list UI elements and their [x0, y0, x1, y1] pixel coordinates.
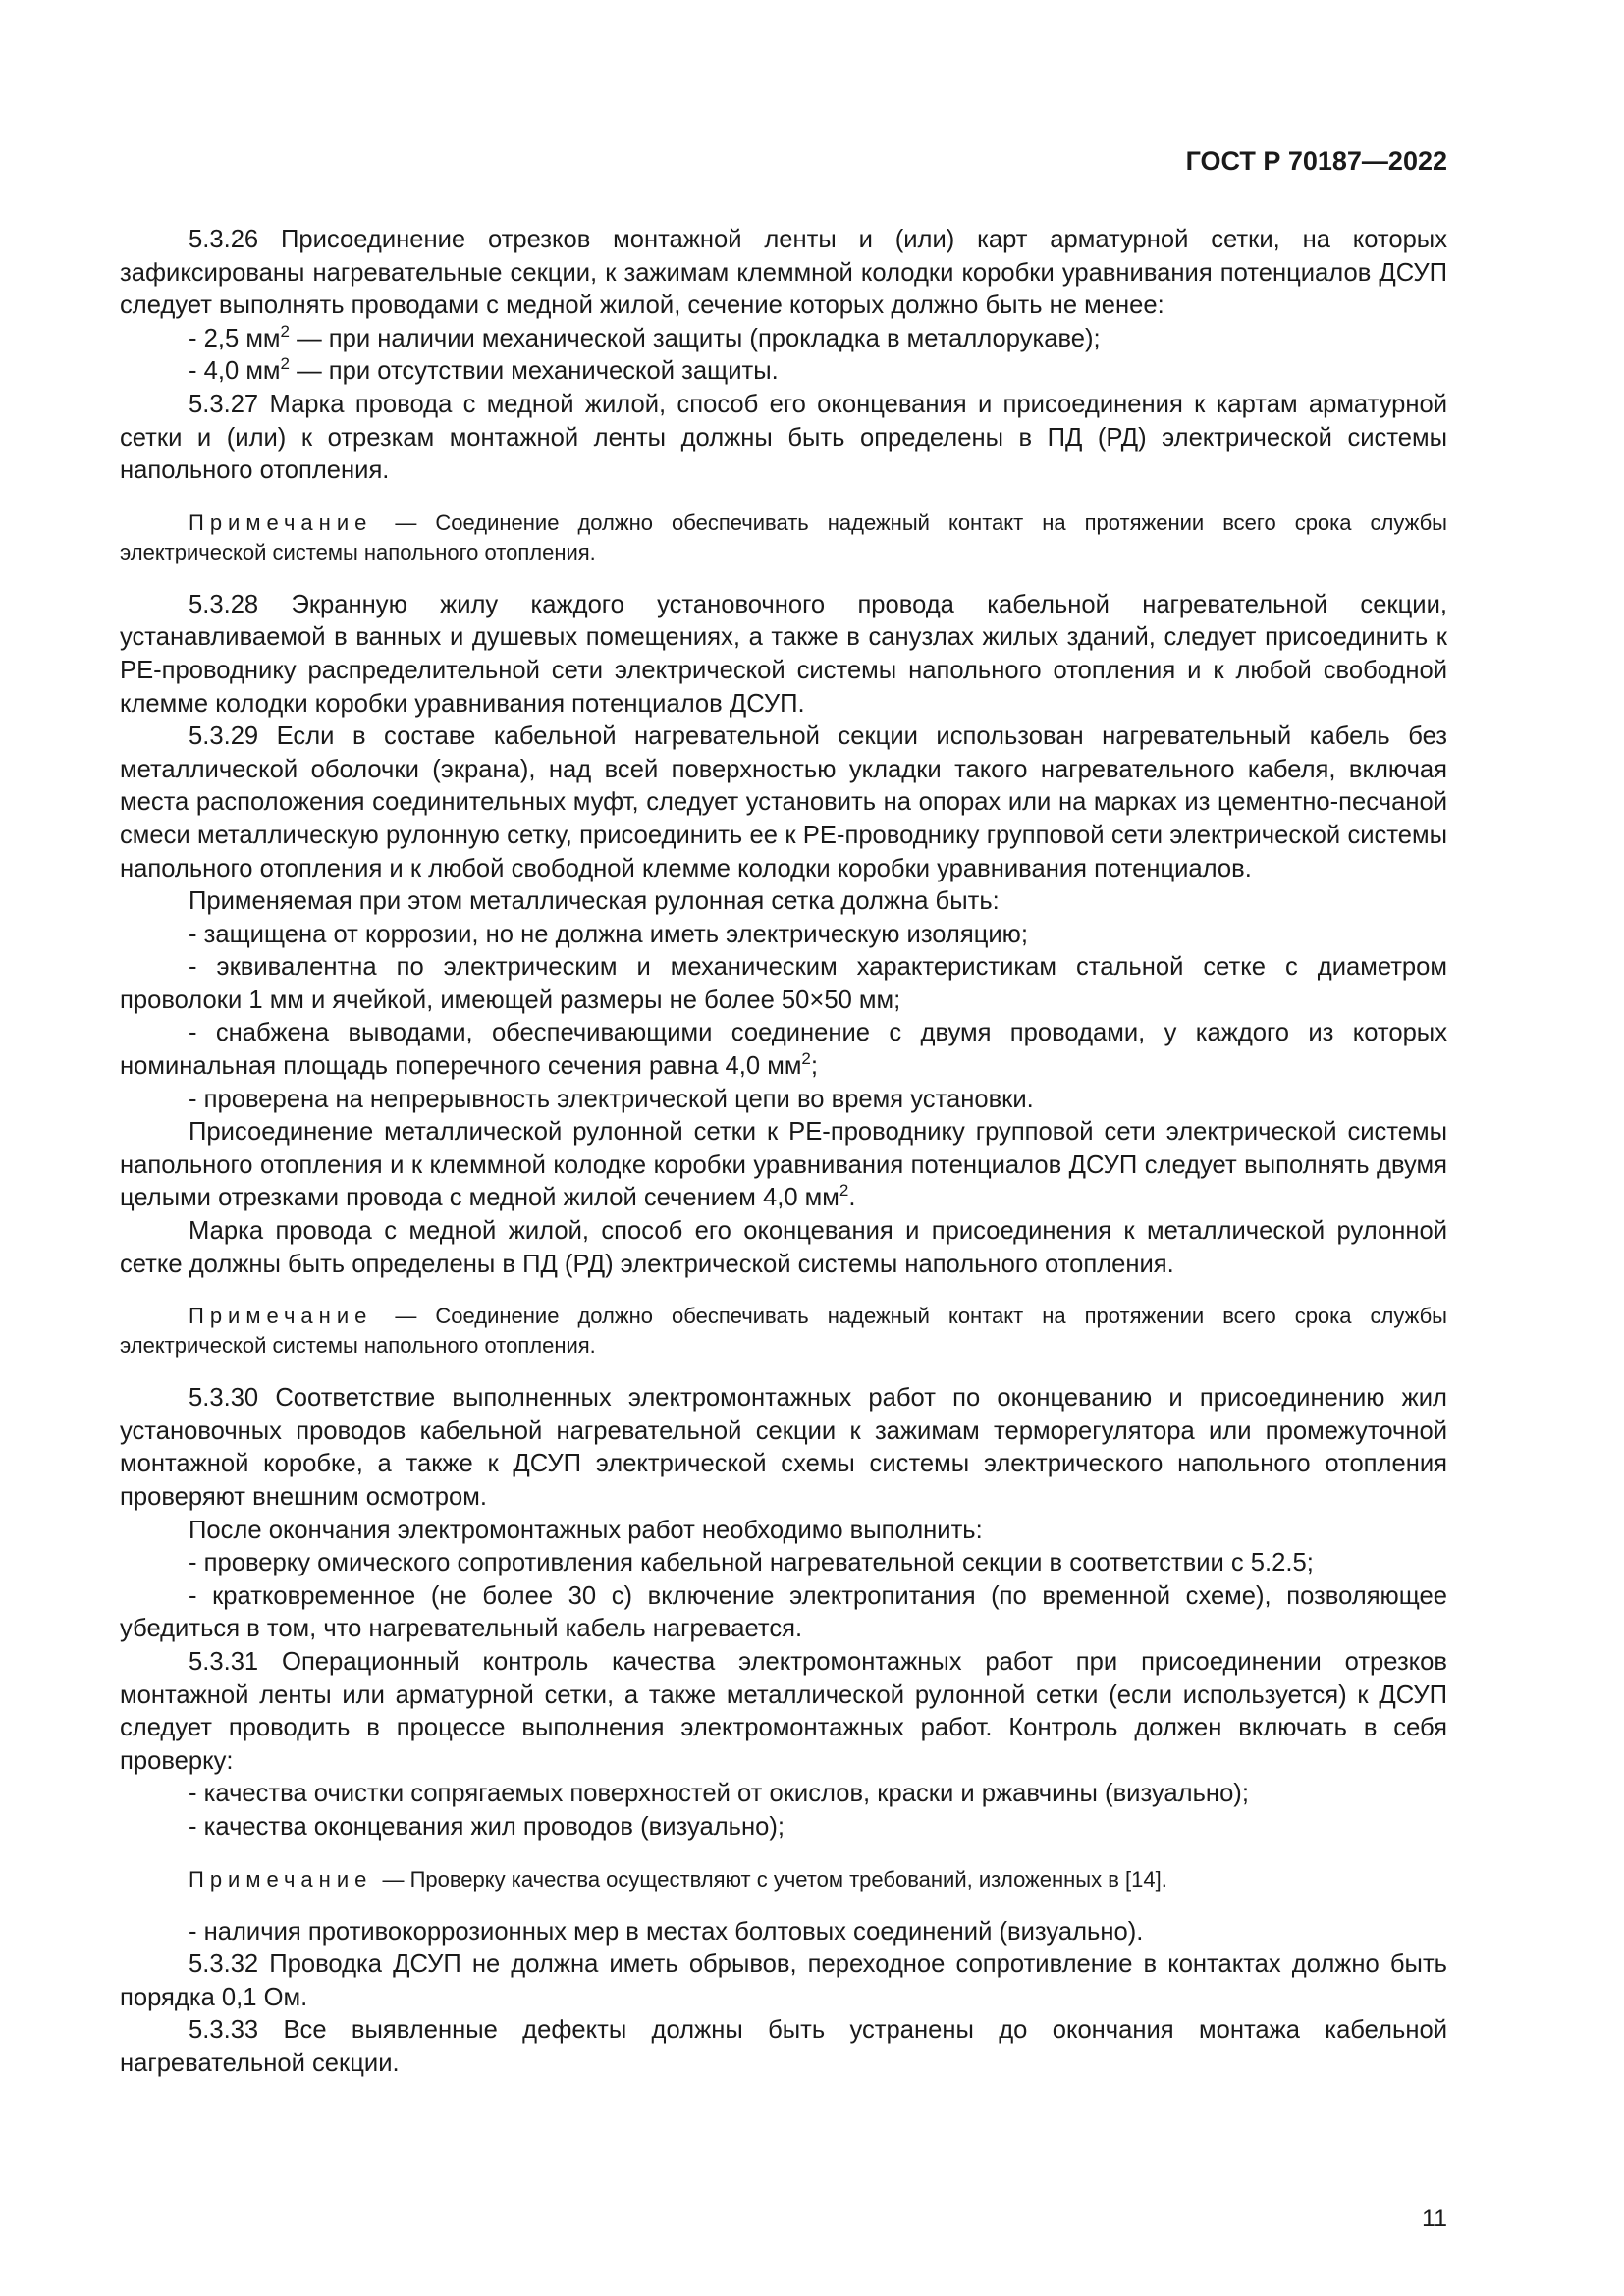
note-text: — Проверку качества осуществляют с учетом требований, изложенных в [14]. — [376, 1866, 1167, 1892]
list-item: - эквивалентна по электрическим и механическим характеристикам стальной сетке с диаметром проволоки 1 мм и ячейкой, имеющей размеры не более 50×50 мм; — [120, 953, 1447, 1014]
note-text: — Соединение должно обеспечивать надежный контакт на протяжении всего срока службы электрической системы напольного отопления. — [120, 1304, 1447, 1359]
clause-5-3-28: 5.3.28 Экранную жилу каждого установочного провода кабельной нагревательной секции, устанавливаемой в ванных и душевых помещениях, а также в санузлах жилых зданий, следует присоединить к РЕ-проводнику распределительной сети электрической системы напольного отопления и к любой свободной клемме колодки коробки уравнивания потенциалов ДСУП. — [120, 590, 1447, 718]
list-item-text: - 4,0 мм — [189, 357, 281, 386]
paragraph-text: Присоединение металлической рулонной сетки к РЕ-проводнику групповой сети электрической системы напольного отопления и к клеммной колодке коробки уравнивания потенциалов ДСУП следует выполнять двумя целыми отрезками провода с медной жилой сечением 4,0 мм — [120, 1118, 1447, 1212]
paragraph: После окончания электромонтажных работ необходимо выполнить: — [189, 1516, 983, 1544]
list-item: - качества оконцевания жил проводов (визуально); — [189, 1812, 785, 1841]
note — [120, 508, 1447, 567]
list-item-text: — при отсутствии механической защиты. — [289, 357, 779, 386]
list-item: - качества очистки сопрягаемых поверхностей от окислов, краски и ржавчины (визуально); — [189, 1780, 1249, 1808]
list-item: - кратковременное (не более 30 с) включение электропитания (по временной схеме), позволяющее убедиться в том, что нагревательный кабель нагревается. — [120, 1581, 1447, 1643]
superscript: 2 — [801, 1049, 811, 1069]
list-item-text: — при наличии механической защиты (прокладка в металлорукаве); — [289, 324, 1101, 352]
clause-5-3-29: 5.3.29 Если в составе кабельной нагревательной секции использован нагревательный кабель без металлической оболочки (экрана), над всей поверхностью укладки такого нагревательного кабеля, включая места расположения соединительных муфт, следует установить на опорах или на марках из цементно-песчаной смеси металлическую рулонную сетку, присоединить ее к РЕ-проводнику групповой сети электрической системы напольного отопления и к любой свободной клемме колодки коробки уравнивания потенциалов. — [120, 722, 1447, 882]
list-item: - проверку омического сопротивления кабельной нагревательной секции в соответствии с 5.2.5; — [189, 1549, 1314, 1577]
note-label: Примечание — [189, 509, 373, 535]
superscript: 2 — [280, 321, 290, 341]
document-body — [120, 224, 1447, 2081]
list-item: - проверена на непрерывность электрической цепи во время установки. — [189, 1085, 1034, 1113]
list-item: - наличия противокоррозионных мер в местах болтовых соединений (визуально). — [189, 1917, 1144, 1946]
list-item — [120, 1017, 1447, 1083]
list-item: - защищена от коррозии, но не должна иметь электрическую изоляцию; — [189, 920, 1028, 948]
paragraph: Марка провода с медной жилой, способ его оконцевания и присоединения к металлической рулонной сетке должны быть определены в ПД (РД) электрической системы напольного отопления. — [120, 1217, 1447, 1278]
paragraph-text: . — [848, 1184, 856, 1212]
note-label: Примечание — [189, 1866, 373, 1892]
clause-5-3-32: 5.3.32 Проводка ДСУП не должна иметь обрывов, переходное сопротивление в контактах должно быть порядка 0,1 Ом. — [120, 1950, 1447, 2011]
superscript: 2 — [839, 1181, 849, 1201]
list-item — [120, 355, 1447, 389]
clause-5-3-33: 5.3.33 Все выявленные дефекты должны быть устранены до окончания монтажа кабельной нагревательной секции. — [120, 2016, 1447, 2077]
page-number: 11 — [1422, 2205, 1447, 2232]
document-header: ГОСТ Р 70187—2022 — [1185, 146, 1447, 176]
list-item-text: - 2,5 мм — [189, 324, 281, 352]
list-item-text: - снабжена выводами, обеспечивающими соединение с двумя проводами, у каждого из которых номинальная площадь поперечного сечения равна 4,0 мм — [120, 1019, 1447, 1081]
note — [120, 1865, 1447, 1895]
superscript: 2 — [280, 354, 290, 374]
clause-5-3-27: 5.3.27 Марка провода с медной жилой, способ его оконцевания и присоединения к картам арматурной сетки и (или) к отрезкам монтажной ленты должны быть определены в ПД (РД) электрической системы напольного отопления. — [120, 390, 1447, 485]
clause-5-3-30: 5.3.30 Соответствие выполненных электромонтажных работ по оконцеванию и присоединению жил установочных проводов кабельной нагревательной секции к зажимам терморегулятора или промежуточной монтажной коробке, а также к ДСУП электрической схемы системы электрического напольного отопления проверяют внешним осмотром. — [120, 1384, 1447, 1511]
note — [120, 1302, 1447, 1361]
note-text: — Соединение должно обеспечивать надежный контакт на протяжении всего срока службы электрической системы напольного отопления. — [120, 509, 1447, 564]
list-item-text: ; — [810, 1052, 819, 1081]
note-label: Примечание — [189, 1304, 373, 1329]
list-item — [120, 323, 1447, 356]
paragraph: Применяемая при этом металлическая рулонная сетка должна быть: — [189, 887, 1000, 916]
clause-5-3-31: 5.3.31 Операционный контроль качества электромонтажных работ при присоединении отрезков монтажной ленты или арматурной сетки, а также металлической рулонной сетки (если используется) к ДСУП следует проводить в процессе выполнения электромонтажных работ. Контроль должен включать в себя проверку: — [120, 1647, 1447, 1775]
paragraph — [120, 1116, 1447, 1215]
clause-5-3-26: 5.3.26 Присоединение отрезков монтажной ленты и (или) карт арматурной сетки, на которых зафиксированы нагревательные секции, к зажимам клеммной колодки коробки уравнивания потенциалов ДСУП следует выполнять проводами с медной жилой, сечение которых должно быть не менее: — [120, 226, 1447, 320]
